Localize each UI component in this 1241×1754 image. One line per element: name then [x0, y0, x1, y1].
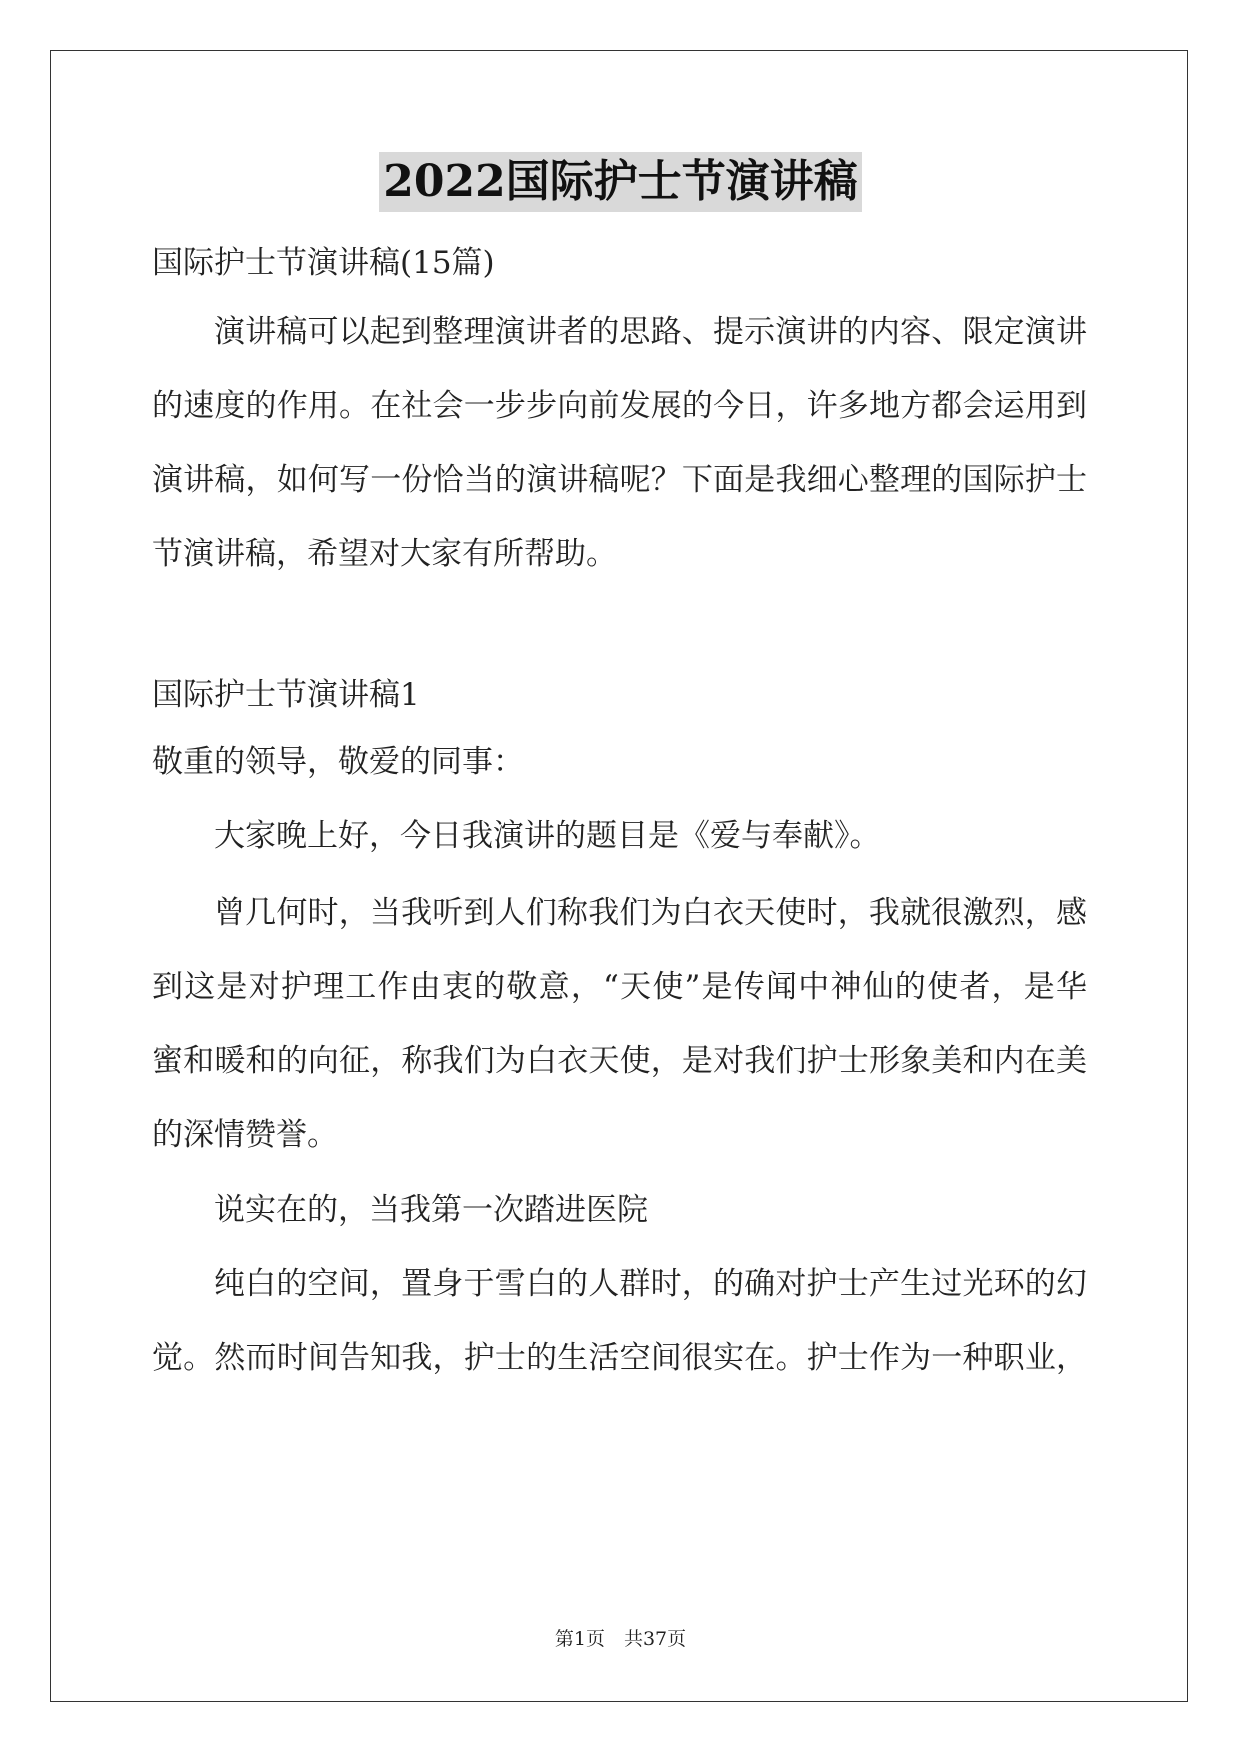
- paragraph-line: 纯白的空间，置身于雪白的人群时，的确对护士产生过光环的幻: [214, 1266, 1087, 1302]
- paragraph-line: 的速度的作用。在社会一步步向前发展的今日，许多地方都会运用到: [152, 388, 1087, 424]
- salutation-line: 敬重的领导，敬爱的同事：: [152, 744, 524, 780]
- paragraph-line: 演讲稿可以起到整理演讲者的思路、提示演讲的内容、限定演讲: [214, 314, 1087, 350]
- paragraph-line: 节演讲稿，希望对大家有所帮助。: [152, 536, 617, 572]
- section-heading: 国际护士节演讲稿1: [152, 677, 420, 713]
- paragraph-line: 的深情赞誉。: [152, 1117, 338, 1153]
- paragraph-line: 觉。然而时间告知我，护士的生活空间很实在。护士作为一种职业，: [152, 1340, 1087, 1376]
- paragraph-line: 大家晚上好，今日我演讲的题目是《爱与奉献》。: [214, 818, 881, 854]
- paragraph-line: 蜜和暖和的向征，称我们为白衣天使，是对我们护士形象美和内在美: [152, 1043, 1087, 1079]
- page-footer: 第1页 共37页: [554, 1628, 687, 1650]
- subtitle-line: 国际护士节演讲稿(15篇): [152, 245, 495, 281]
- document-title: 2022国际护士节演讲稿: [379, 152, 861, 212]
- paragraph-line: 说实在的，当我第一次踏进医院: [214, 1192, 648, 1228]
- title-container: [0, 152, 1241, 212]
- paragraph-line: 演讲稿，如何写一份恰当的演讲稿呢？下面是我细心整理的国际护士: [152, 462, 1087, 498]
- paragraph-line: 到这是对护理工作由衷的敬意，“天使”是传闻中神仙的使者，是华: [152, 969, 1087, 1005]
- page-border: [50, 50, 1188, 1702]
- paragraph-line: 曾几何时，当我听到人们称我们为白衣天使时，我就很激烈，感: [214, 895, 1087, 931]
